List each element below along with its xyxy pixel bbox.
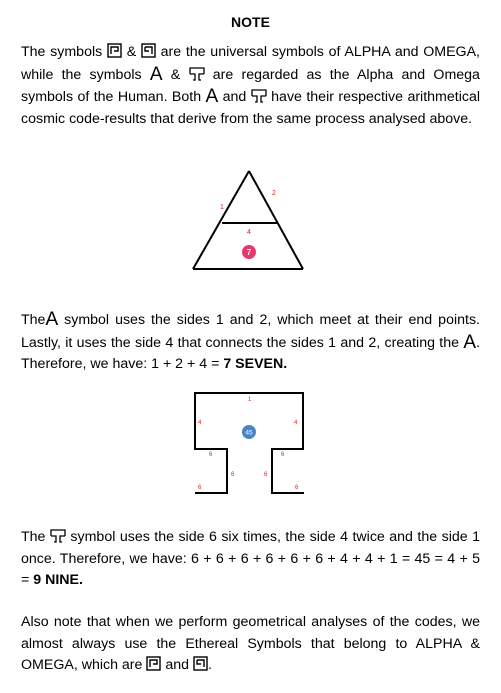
alpha-symbol-inline-icon: A xyxy=(45,309,59,330)
alpha-paragraph xyxy=(21,309,480,376)
alpha-total-label: 7 xyxy=(246,248,252,257)
intro-text-3: are the universal symbols of ALPHA and OMEGA, while the symbols xyxy=(21,44,480,83)
omega-text-1: The xyxy=(21,529,46,545)
alpha-label-1: 1 xyxy=(220,204,224,211)
ethereal-omega-symbol-icon xyxy=(141,43,156,58)
intro-text-5: are regarded as the Alpha and Omega symbols of the Human. Both xyxy=(21,66,480,105)
alpha-side-1 xyxy=(193,171,249,269)
omega-label-6-a: 6 xyxy=(209,452,213,458)
closing-text-1: Also note that when we perform geometrical analyses of the codes, we almost always use the Ethereal Symbols that belong to ALPHA & OMEGA, which are xyxy=(21,614,480,673)
intro-text-6: and xyxy=(222,89,247,105)
alpha-text-2: symbol uses the sides 1 and 2, which meet at their end points. Lastly, it uses the side 4 that connects the sides 1 and 2, creating the xyxy=(21,312,480,351)
omega-symbol-inline-icon xyxy=(50,529,66,543)
human-omega-symbol-icon xyxy=(189,67,205,81)
intro-text-2: & xyxy=(126,44,137,60)
closing-paragraph xyxy=(21,612,480,677)
omega-outline xyxy=(195,393,304,493)
ethereal-alpha-symbol-icon xyxy=(107,43,122,58)
page-title: NOTE xyxy=(231,14,270,30)
omega-label-6-b: 6 xyxy=(281,452,285,458)
closing-text-2: and xyxy=(165,657,189,673)
omega-paragraph xyxy=(21,527,480,592)
omega-label-4-left: 4 xyxy=(198,420,202,426)
ethereal-omega-symbol-icon-2 xyxy=(193,656,208,671)
omega-text-2: symbol uses the side 6 six times, the side 4 twice and the side 1 once. Therefore, we have: 6 + 6 + 6 + 6 + 6 + 6 + 4 + 4 + 1 = 45 = 4 + 5 = xyxy=(21,529,481,588)
alpha-text-1: The xyxy=(21,312,46,328)
omega-label-6-c: 6 xyxy=(231,472,235,478)
alpha-side-2 xyxy=(246,171,303,269)
omega-label-6-d: 6 xyxy=(264,472,268,478)
alpha-label-4: 4 xyxy=(247,229,251,236)
omega-label-1: 1 xyxy=(248,397,252,403)
alpha-label-2: 2 xyxy=(272,190,276,197)
omega-label-4-right: 4 xyxy=(294,420,298,426)
ethereal-alpha-symbol-icon-2 xyxy=(146,656,161,671)
omega-total-label: 45 xyxy=(245,429,253,437)
omega-label-6-f: 6 xyxy=(295,485,299,491)
intro-text-4: & xyxy=(170,66,181,83)
alpha-figure xyxy=(185,165,310,275)
intro-text-7: have their respective arithmetical cosmic code-results that derive from the same process analysed above. xyxy=(21,89,480,127)
human-omega-symbol-icon-2 xyxy=(251,89,267,103)
alpha-text-3: . Therefore, we have: 1 + 2 + 4 = xyxy=(21,334,480,372)
intro-paragraph xyxy=(21,42,480,130)
alpha-result: 7 SEVEN. xyxy=(223,356,288,372)
closing-text-3: . xyxy=(207,657,212,673)
omega-result: 9 NINE. xyxy=(33,572,83,588)
omega-figure xyxy=(185,389,315,499)
intro-text-1: The symbols xyxy=(21,44,103,60)
human-alpha-symbol-icon: A xyxy=(149,63,163,85)
omega-label-6-e: 6 xyxy=(198,485,202,491)
alpha-symbol-inline-icon-2: A xyxy=(463,331,477,353)
human-alpha-symbol-icon-2: A xyxy=(205,86,219,107)
